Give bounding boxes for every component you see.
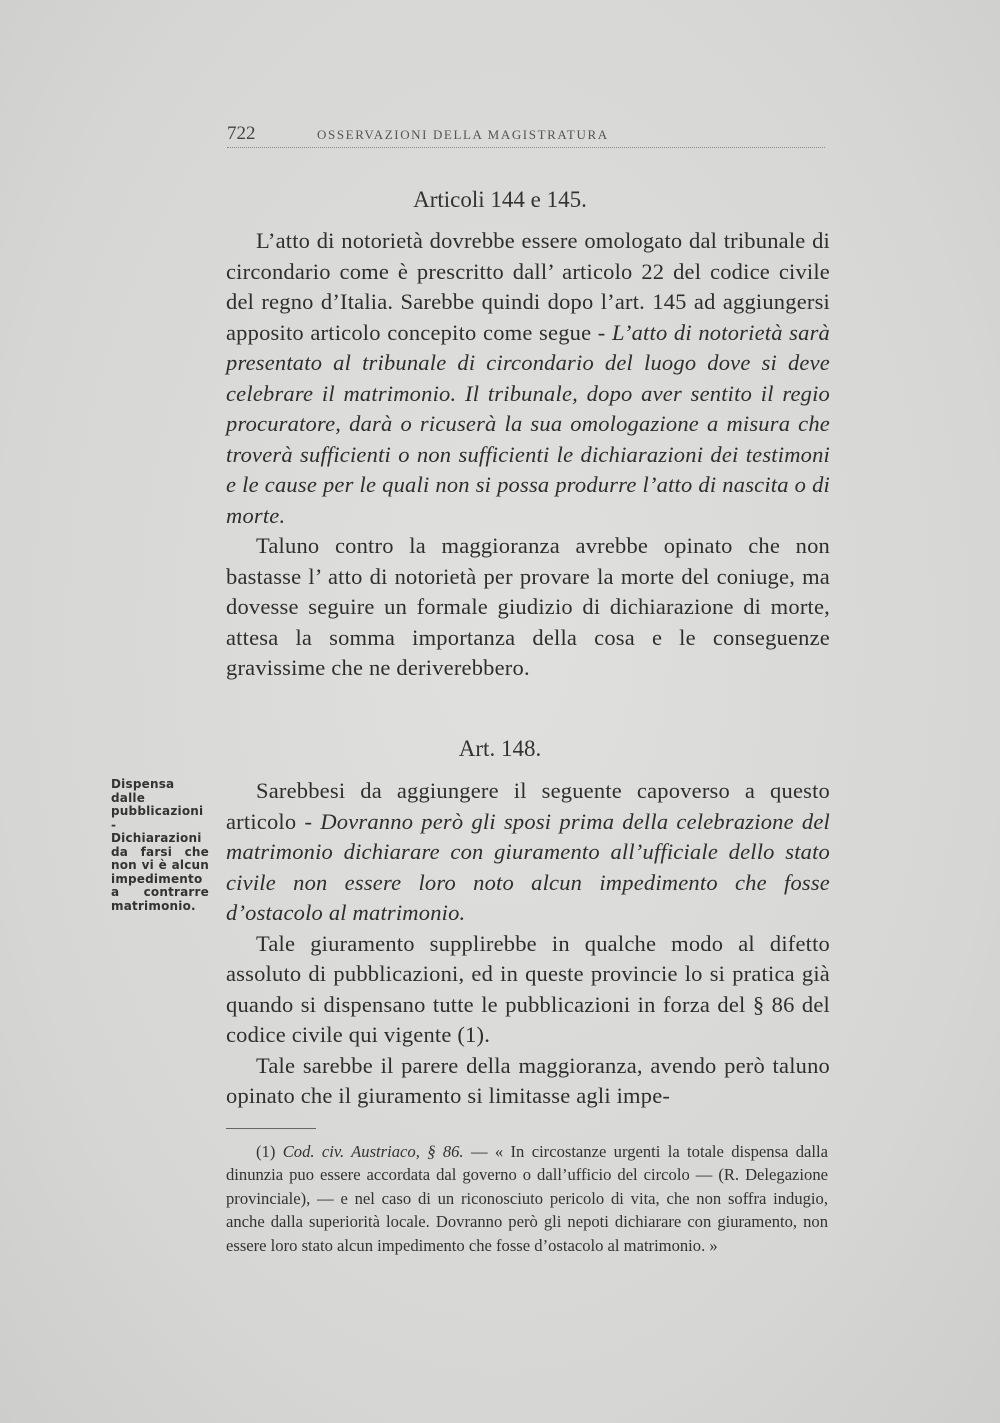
- page-number: 722: [227, 123, 256, 144]
- paragraph: Tale sarebbe il parere della maggioranza, avendo però taluno opinato che il giuramento si limitasse agli impe-: [226, 1052, 830, 1108]
- running-head: OSSERVAZIONI DELLA MAGISTRATURA: [317, 127, 609, 142]
- page-header: [227, 121, 825, 148]
- footnote-mark: (1): [256, 1142, 283, 1161]
- paragraph: [226, 226, 830, 531]
- footnote-source: Cod. civ. Austriaco, § 86.: [282, 1142, 464, 1161]
- proposed-article-text: Dovranno però gli sposi prima della celebrazione del matrimonio dichiarare con giuramento all’ufficiale dello stato civile non essere loro noto alcun impedimento che fosse d’ostacolo al matrimonio.: [226, 808, 831, 925]
- section2-body: [226, 776, 830, 1112]
- footnote-paragraph: [226, 1140, 828, 1257]
- footnote-text: — « In circostanze urgenti la totale dispensa dalla dinunzia puo essere accordata dal governo o dall’ufficio del circolo — (R. Delegazione provinciale), — e nel caso di un riconosciuto pericolo di vita, che non soffra indugio, anche dalla superiorità locale. Dovranno però gli nepoti dichiarare con giuramento, non essere loro stato alcun impedimento che fosse d’ostacolo al matrimonio. »: [226, 1142, 829, 1255]
- margin-note: Dispensa dalle pubblicazioni - Dichiarazioni da farsi che non vi è alcun impedimento a contrarre matrimonio.: [111, 777, 209, 913]
- paragraph: [226, 776, 830, 929]
- proposed-article-text: L’atto di notorietà sarà presentato al tribunale di circondario del luogo dove si deve celebrare il matrimonio. Il tribunale, dopo aver sentito il regio procuratore, darà o ricuserà la sua omologazione a misura che troverà sufficienti o non sufficienti le dichiarazioni dei testimoni e le cause per le quali non si possa produrre l’atto di nascita o di morte.: [226, 319, 830, 528]
- section-title-art-148: Art. 148.: [458, 736, 542, 761]
- paragraph: Tale giuramento supplirebbe in qualche modo al difetto assoluto di pubblicazioni, ed in queste provincie lo si pratica già quando si dispensano tutte le pubblicazioni in forza del § 86 del codice civile qui vigente (1).: [226, 930, 830, 1047]
- paragraph: Taluno contro la maggioranza avrebbe opinato che non bastasse l’ atto di notorietà per provare la morte del coniuge, ma dovesse seguire un formale giudizio di dichiarazione di morte, attesa la somma importanza della cosa e le conseguenze gravissime che ne deriverebbero.: [226, 533, 830, 680]
- section-title-articoli-144-145: Articoli 144 e 145.: [413, 187, 587, 212]
- footnote: [226, 1140, 828, 1257]
- paragraph-text: Sarebbesi da aggiungere il seguente capoverso a questo articolo -: [226, 778, 830, 834]
- paragraph-text: L’atto di notorietà dovrebbe essere omologato dal tribunale di circondario come è prescritto dall’ articolo 22 del codice civile del regno d’Italia. Sarebbe quindi dopo l’art. 145 ad aggiungersi apposito articolo concepito come segue -: [226, 228, 830, 345]
- footnote-rule: [226, 1128, 316, 1129]
- section1-body: [226, 226, 830, 684]
